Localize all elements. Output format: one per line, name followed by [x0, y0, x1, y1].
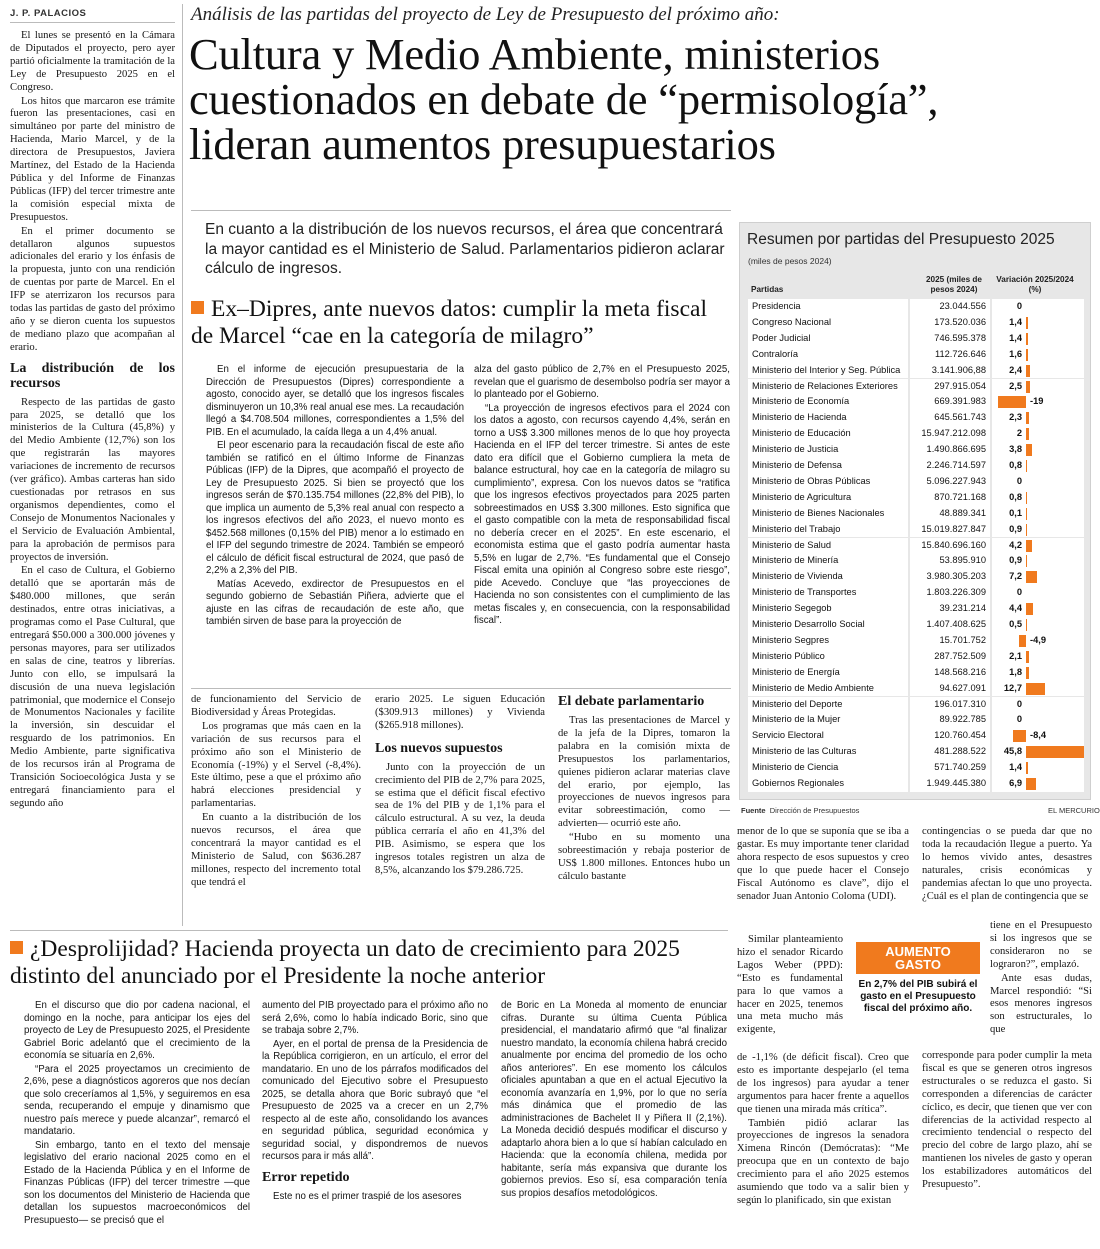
partida-name: Contraloría — [748, 347, 908, 363]
partida-name: Ministerio de Economía — [748, 394, 908, 410]
paragraph: tiene en el Presupuesto si los ingresos que se consideraron no se lograron?”, emplazó. — [990, 920, 1092, 970]
variation-label: 1,6 — [1009, 348, 1022, 359]
partida-amount: 15.019.827.847 — [910, 522, 990, 538]
paragraph: “Hubo en su momento una sobreestimación y rebaja posterior de US$ 1.800 millones. Entonces hubo un cálculo bastante — [558, 832, 730, 882]
variation-label: 0 — [1016, 475, 1022, 486]
variation-bar — [1026, 524, 1027, 536]
deck: En cuanto a la distribución de los nuevos recursos, el área que concentrará la mayor cantidad es el Ministerio de Salud. Parlamentarios pidieron aclarar cálculo de ingresos. — [205, 221, 725, 277]
variation-cell — [992, 728, 1084, 744]
partida-name: Ministerio de Relaciones Exteriores — [748, 379, 908, 395]
subheading: La distribución de los recursos — [10, 360, 175, 391]
paragraph: de Boric en La Moneda al momento de enunciar cifras. Durante su última Cuenta Pública presidencial, el mandatario afirmó que “al finalizar nuestro mandato, la economía chilena habrá crecido anualmente por encima del promedio de los ocho años anteriores”. En ese momento los cálculos oficiales apuntaban a que en el actual Ejecutivo la economía avanzaría en 1,9%, por lo que no sería más dinámica que el promedio de las administraciones de Bachelet II y Piñera II (2,1%). La Moneda decidió después modificar el discurso y adaptarlo ahora bien a lo que sí habían calculado en Hacienda: que la economía chilena, medida por habitante, sería más expansiva que durante los gobiernos previos. Eso sí, esa comparación tenía sus propios desafíos metodológicos. — [501, 1000, 727, 1199]
headline-line: lideran aumentos presupuestarios — [189, 119, 776, 169]
partida-name: Poder Judicial — [748, 331, 908, 347]
partida-amount: 148.568.216 — [910, 665, 990, 681]
paragraph: corresponde para poder cumplir la meta fiscal es que se generen otros ingresos estructurales o se reduzca el gasto. Si corresponden a diferencias de carácter cíclico, es decir, que tienen que ver con diferencias de la actividad respecto al crecimiento tendencial o respecto del precio del cobre de largo plazo, ahí se mantienen los niveles de gasto y operan los estabilizadores automáticos del Presupuesto”. — [922, 1050, 1092, 1191]
variation-label: 2,3 — [1009, 412, 1022, 423]
partida-amount: 1.407.408.625 — [910, 617, 990, 633]
table-row — [748, 760, 1084, 776]
variation-label: -19 — [1030, 396, 1044, 407]
table-row — [748, 474, 1084, 490]
partida-amount: 3.141.906,88 — [910, 363, 990, 379]
paragraph: aumento del PIB proyectado para el próximo año no será 2,6%, como lo había indicado Boric, sino que se trabaja sobre 2,7%. — [262, 1000, 488, 1036]
partida-amount: 48.889.341 — [910, 506, 990, 522]
partida-amount: 669.391.983 — [910, 394, 990, 410]
headline-line: Cultura y Medio Ambiente, ministerios — [189, 29, 880, 79]
paragraph: En el informe de ejecución presupuestaria de la Dirección de Presupuestos (Dipres) correspondiente a agosto, conocido ayer, se detalló que los ingresos fiscales disminuyeron un 10,3% real anual ese mes. La recaudación llegó a $4.708.504 millones, correspondientes a 1,5% del PIB. En el acumulado, la caída llega a un 4,4% anual. — [206, 364, 464, 438]
paragraph: El lunes se presentó en la Cámara de Diputados el proyecto, pero ayer partió oficialmente la tramitación de la Ley de Presupuesto 2025 en el Congreso. — [10, 30, 175, 93]
variation-cell — [992, 633, 1084, 649]
budget-table — [739, 222, 1091, 800]
variation-bar — [1026, 460, 1027, 472]
table-row — [748, 617, 1084, 633]
variation-bar — [1026, 555, 1027, 567]
paragraph: Sin embargo, tanto en el texto del mensaje legislativo del erario nacional 2025 como en el Estado de la Hacienda Pública y en el Informe de Finanzas Públicas (IFP) del tercer trimestre —que son los documentos del Ministerio de Hacienda que detallan los supuestos macroeconómicos del Presupuesto— se precisó que el — [24, 1139, 250, 1226]
partida-name: Ministerio de Bienes Nacionales — [748, 506, 908, 522]
partida-name: Ministerio de Salud — [748, 538, 908, 554]
callout-title: AUMENTO GASTO — [856, 942, 980, 974]
partida-name: Ministerio de las Culturas — [748, 744, 908, 760]
variation-bar — [1026, 683, 1045, 695]
table-row — [748, 315, 1084, 331]
variation-cell — [992, 410, 1084, 426]
orange-square-icon — [191, 301, 204, 314]
table-row — [748, 633, 1084, 649]
table-row — [748, 394, 1084, 410]
variation-cell — [992, 744, 1084, 760]
variation-label: 2 — [1016, 428, 1022, 439]
right-col-b-mid — [990, 920, 1092, 1038]
paragraph: Junto con la proyección de un crecimiento del PIB de 2,7% para 2025, se estima que el déficit fiscal efectivo sea de 1% del PIB y de 1,1% para el cálculo estructural. A su vez, la deuda pública cerraría el año en 41,3% del PIB. Asimismo, se espera que los ingresos totales registren un alza de 8,5%, alcanzando los $79.286.725. — [375, 761, 545, 876]
section-heading: Ex–Dipres, ante nuevos datos: cumplir la meta fiscal de Marcel “cae en la categoría de milagro” — [191, 296, 707, 349]
right-col-a-bottom — [737, 1052, 909, 1209]
variation-bar — [1026, 428, 1029, 440]
partida-name: Ministerio de Transportes — [748, 585, 908, 601]
variation-bar — [1026, 349, 1028, 361]
variation-bar — [1026, 444, 1032, 456]
variation-bar — [1026, 571, 1037, 583]
variation-cell — [992, 681, 1084, 697]
partida-amount: 112.726.646 — [910, 347, 990, 363]
partida-name: Ministerio Público — [748, 649, 908, 665]
variation-bar — [1026, 603, 1033, 615]
variation-cell — [992, 394, 1084, 410]
variation-cell — [992, 458, 1084, 474]
paragraph: Tras las presentaciones de Marcel y de la jefa de la Dipres, tomaron la palabra en la comisión mixta de Presupuestos los parlamentarios, quienes pidieron aclarar materias clave del erario, por ejemplo, las proyecciones de nuevos ingresos para evitar sobreestimación, como —advierten— ocurrió este año. — [558, 715, 730, 830]
section2-col1 — [24, 1000, 250, 1228]
table-row — [748, 697, 1084, 713]
partida-amount: 287.752.509 — [910, 649, 990, 665]
variation-label: -4,9 — [1030, 634, 1047, 645]
paragraph: En el discurso que dio por cadena nacional, el domingo en la noche, para anticipar los ejes del proyecto de Ley de Presupuesto 2025, el Presidente Gabriel Boric adelantó que el crecimiento de la economía se situaría en 2,6%. — [24, 1000, 250, 1061]
variation-label: 12,7 — [1003, 682, 1022, 693]
section2-col3 — [501, 1000, 727, 1201]
partida-name: Servicio Electoral — [748, 728, 908, 744]
variation-bar — [1026, 333, 1028, 345]
partida-name: Ministerio de Obras Públicas — [748, 474, 908, 490]
table-row — [748, 776, 1084, 792]
variation-label: 0,5 — [1009, 619, 1022, 629]
paragraph: de funcionamiento del Servicio de Biodiversidad y Áreas Protegidas. — [191, 694, 361, 718]
partida-amount: 1.490.866.695 — [910, 442, 990, 458]
partida-name: Ministerio de Agricultura — [748, 490, 908, 506]
partida-name: Ministerio de la Mujer — [748, 712, 908, 728]
paragraph: Ante esas dudas, Marcel respondió: “Si esos menores ingresos son estructurales, lo que — [990, 972, 1092, 1036]
partida-name: Ministerio del Trabajo — [748, 522, 908, 538]
partida-amount: 2.246.714.597 — [910, 458, 990, 474]
partida-name: Presidencia — [748, 299, 908, 315]
partida-name: Gobiernos Regionales — [748, 776, 908, 792]
partida-name: Ministerio de Vivienda — [748, 569, 908, 585]
variation-cell — [992, 617, 1084, 633]
variation-bar — [1026, 540, 1032, 552]
table-header-partidas: Partidas — [751, 285, 784, 294]
variation-cell — [992, 522, 1084, 538]
variation-cell — [992, 490, 1084, 506]
variation-bar — [1019, 635, 1026, 647]
variation-label: 6,9 — [1009, 778, 1022, 788]
partida-amount: 94.627.091 — [910, 681, 990, 697]
section1-col1 — [206, 364, 464, 630]
partida-amount: 1.803.226.309 — [910, 585, 990, 601]
paragraph: En cuanto a la distribución de los nuevos recursos, el área que concentrará la mayor cantidad es el Ministerio de Salud, con $636.287 millones, respecto del incremento total que tendrá el — [191, 812, 361, 888]
mid-col-b — [375, 694, 545, 879]
paragraph: alza del gasto público de 2,7% en el Presupuesto 2025, revelan que el guarismo de desembolso podría ser mayor a lo planteado por el Gobierno. — [474, 364, 730, 400]
kicker: Análisis de las partidas del proyecto de Ley de Presupuesto del próximo año: — [191, 4, 780, 25]
variation-label: 4,2 — [1009, 539, 1022, 550]
table-row — [748, 347, 1084, 363]
callout-body: En 2,7% del PIB subirá el gasto en el Presupuesto fiscal del próximo año. — [858, 979, 978, 1014]
paragraph: Ayer, en el portal de prensa de la Presidencia de la República corrigieron, en un artículo, el error del mandatario. En uno de los párrafos modificados del comunicado del Ejecutivo sobre el Presupuesto 2025, se detalla ahora que Boric subrayó que “el Presupuesto de 2025 va a crecer en un 2,7% respecto al de este año, consolidando los avances en seguridad pública, seguridad económica y seguridad social, y dispondremos de nuevos recursos para ir más allá”. — [262, 1038, 488, 1162]
paragraph: de -1,1% (de déficit fiscal). Creo que esto es importante despejarlo (el tema de los ingresos) para ayudar a tener argumentos para hacer frente a aquellos que tienen una mirada más crítica”. — [737, 1052, 909, 1115]
table-row — [748, 363, 1084, 379]
table-row — [748, 426, 1084, 442]
section-heading: ¿Desprolijidad? Hacienda proyecta un dato de crecimiento para 2025 distinto del anunciado por el Presidente la noche anterior — [10, 936, 680, 989]
variation-cell — [992, 474, 1084, 490]
partida-amount: 870.721.168 — [910, 490, 990, 506]
variation-label: 1,4 — [1009, 332, 1022, 343]
paragraph: contingencias o se pueda dar que no toda la recaudación llegue a puerto. Ya lo hemos vivido antes, desastres naturales, crisis económicas y pandemias afectan lo que uno proyecta. ¿Cuál es el plan de contingencia que se — [922, 826, 1092, 902]
variation-cell — [992, 697, 1084, 713]
table-body — [748, 299, 1084, 795]
partida-amount: 571.740.259 — [910, 760, 990, 776]
byline: J. P. PALACIOS — [10, 8, 87, 19]
variation-label: 2,1 — [1009, 650, 1022, 661]
callout-box — [856, 942, 980, 1015]
variation-label: 3,8 — [1009, 444, 1022, 455]
variation-cell — [992, 665, 1084, 681]
variation-label: 0 — [1016, 587, 1022, 598]
variation-cell — [992, 363, 1084, 379]
table-title: Resumen por partidas del Presupuesto 2025 — [747, 231, 1055, 248]
variation-cell — [992, 601, 1084, 617]
variation-cell — [992, 315, 1084, 331]
mid-col-a — [191, 694, 361, 891]
table-row — [748, 410, 1084, 426]
variation-label: 1,4 — [1009, 762, 1022, 773]
headline-line: cuestionados en debate de “permisología”, — [189, 74, 939, 124]
variation-cell — [992, 379, 1084, 395]
partida-amount: 746.595.378 — [910, 331, 990, 347]
variation-cell — [992, 347, 1084, 363]
paragraph: Los hitos que marcaron ese trámite fueron las presentaciones, casi en simultáneo por parte del ministro de Hacienda, Mario Marcel, y de la directora de Presupuestos, Javiera Martínez, del Estado de la Hacienda Pública y del Informe de Finanzas Públicas (IFP) del tercer trimestre ante la comisión especial mixta de Presupuestos. — [10, 95, 175, 223]
partida-amount: 15.840.696.160 — [910, 538, 990, 554]
variation-bar — [1026, 778, 1036, 790]
table-row — [748, 681, 1084, 697]
variation-label: 1,8 — [1009, 666, 1022, 677]
variation-cell — [992, 538, 1084, 554]
partida-amount: 15.947.212.098 — [910, 426, 990, 442]
paragraph: Matías Acevedo, exdirector de Presupuestos en el segundo gobierno de Sebastián Piñera, advierte que el ajuste en las cifras de recaudación de este año, que también sirven de base para la proyección de — [206, 578, 464, 627]
variation-label: 0,9 — [1009, 555, 1022, 566]
partida-amount: 39.231.214 — [910, 601, 990, 617]
table-row — [748, 506, 1084, 522]
table-row — [748, 585, 1084, 601]
table-row — [748, 442, 1084, 458]
partida-name: Ministerio Segpres — [748, 633, 908, 649]
variation-bar — [1026, 746, 1084, 758]
variation-label: 2,5 — [1009, 380, 1022, 391]
partida-name: Ministerio del Interior y Seg. Pública — [748, 363, 908, 379]
variation-label: 2,4 — [1009, 364, 1022, 375]
paragraph: “La proyección de ingresos efectivos para el 2024 con los datos a agosto, con recursos cayendo 4,4%, serán en torno a US$ 3.300 millones menos de lo que hoy proyecta Hacienda en el IFP del tercer trimestre. Si antes de este dato era difícil que el Gobierno cumpliera la meta de balance estructural, hoy cae en la categoría de milagro su cumplimiento”, expresa. Con los nuevos datos se “ratifica que los ingresos efectivos proyectados para 2025 parten sobreestimados en US$ 3.300 millones. Esto significa que el gasto compatible con la meta de responsabilidad fiscal no debería crecer en el 2025”. En este escenario, el economista estima que el gasto podría aumentar hasta 5,5% en lugar de 2,7%. “Es fundamental que el Consejo Fiscal emita una opinión al Congreso sobre este riesgo”, pide Acevedo. Concluye que “las proyecciones de Hacienda no son consistentes con el cumplimiento de las metas fiscales y, en consecuencia, con la responsabilidad fiscal”. — [474, 402, 730, 626]
variation-label: 0 — [1016, 714, 1022, 725]
variation-bar — [1013, 730, 1026, 742]
partida-amount: 89.922.785 — [910, 712, 990, 728]
subheading: Error repetido — [262, 1169, 350, 1185]
variation-label: 0,1 — [1009, 507, 1022, 518]
variation-label: 0,8 — [1009, 491, 1022, 502]
variation-bar — [1026, 619, 1027, 631]
partida-amount: 53.895.910 — [910, 553, 990, 569]
right-col-b-bottom — [922, 1050, 1092, 1193]
table-row — [748, 744, 1084, 760]
paragraph: erario 2025. Le siguen Educación ($309.913 millones) y Vivienda ($265.918 millones). — [375, 694, 545, 731]
variation-cell — [992, 442, 1084, 458]
variation-cell — [992, 712, 1084, 728]
partida-amount: 5.096.227.943 — [910, 474, 990, 490]
table-row — [748, 569, 1084, 585]
variation-cell — [992, 426, 1084, 442]
section2-col2 — [262, 1000, 488, 1204]
paragraph: Este no es el primer traspié de los asesores — [273, 1190, 462, 1202]
variation-cell — [992, 585, 1084, 601]
table-row — [748, 553, 1084, 569]
partida-name: Ministerio de Minería — [748, 553, 908, 569]
variation-label: 0,9 — [1009, 523, 1022, 534]
table-source: Fuente Dirección de Presupuestos — [741, 806, 860, 815]
partida-amount: 15.701.752 — [910, 633, 990, 649]
partida-name: Ministerio de Energía — [748, 665, 908, 681]
table-row — [748, 665, 1084, 681]
variation-bar — [1026, 365, 1030, 377]
table-row — [748, 712, 1084, 728]
variation-cell — [992, 649, 1084, 665]
paragraph: Los programas que más caen en la variación de sus recursos para el próximo año son el Ministerio de Economía (-19%) y el Servel (-8,4%). Este último, pese a que el próximo año habrá elecciones presidencial y parlamentarias. — [191, 720, 361, 810]
partida-name: Ministerio de Justicia — [748, 442, 908, 458]
variation-cell — [992, 331, 1084, 347]
table-row — [748, 379, 1084, 395]
partida-amount: 3.980.305.203 — [910, 569, 990, 585]
right-col-b-top — [922, 826, 1092, 904]
paragraph: menor de lo que se suponía que se iba a gastar. Es muy importante tener claridad ahora respecto de esos supuestos y creo que lo que puede hacer el Consejo Fiscal Autónomo es clave”, dijo el senador Juan Antonio Coloma (UDI). — [737, 826, 909, 902]
partida-amount: 297.915.054 — [910, 379, 990, 395]
variation-label: 7,2 — [1009, 571, 1022, 582]
variation-label: 0,8 — [1009, 460, 1022, 470]
left-column — [10, 30, 175, 812]
partida-amount: 645.561.743 — [910, 410, 990, 426]
table-row — [748, 331, 1084, 347]
partida-name: Congreso Nacional — [748, 315, 908, 331]
paragraph: También pidió aclarar las proyecciones de ingresos la senadora Ximena Rincón (Demócratas): “Me preocupa que en un contexto de bajo crecimiento para el año 2025 estemos asumiendo que todo va a salir bien y según lo planificado, sin que existan — [737, 1117, 909, 1206]
table-row — [748, 458, 1084, 474]
variation-cell — [992, 506, 1084, 522]
table-header-variation: Variación 2025/2024 (%) — [996, 275, 1074, 294]
section1-col2 — [474, 364, 730, 629]
partida-name: Ministerio de Educación — [748, 426, 908, 442]
partida-amount: 481.288.522 — [910, 744, 990, 760]
table-header-amount: 2025 (miles de pesos 2024) — [926, 275, 982, 294]
partida-name: Ministerio Segegob — [748, 601, 908, 617]
variation-bar — [1026, 381, 1030, 393]
partida-name: Ministerio de Medio Ambiente — [748, 681, 908, 697]
paragraph: “Para el 2025 proyectamos un crecimiento de 2,6%, pese a diagnósticos agoreros que nos decían que solo creceríamos al 1,5%, y seguiremos en esa senda, recuperando el empuje y dinamismo que nuestro país merece y puede alcanzar”, remarcó el mandatario. — [24, 1063, 250, 1137]
right-col-a-top — [737, 826, 909, 904]
table-credit: EL MERCURIO — [1048, 806, 1100, 815]
variation-label: 4,4 — [1009, 603, 1022, 614]
table-row — [748, 299, 1084, 315]
table-row — [748, 522, 1084, 538]
paragraph: En el caso de Cultura, el Gobierno detalló que se aportarán más de $480.000 millones, que serán destinados, entre otras iniciativas, a programas como el Pase Cultural, que entregará $50.000 a 300.000 jóvenes y personas mayores, para ser utilizados en salas de cine, teatros y librerías. Junto con ello, se impulsará la discusión de una nueva legislación patrimonial, que modernice el Consejo de Monumentos Nacionales y facilite la inversión, sin descuidar el resguardo de los patrimonios. En Medio Ambiente, parte significativa de los recursos irán al Programa de Transición Socioecológica Justa y se entregará financiamiento para el segundo año — [10, 565, 175, 809]
partida-name: Ministerio de Ciencia — [748, 760, 908, 776]
variation-cell — [992, 760, 1084, 776]
variation-label: 1,4 — [1009, 316, 1022, 327]
paragraph: Similar planteamiento hizo el senador Ricardo Lagos Weber (PPD): “Esto es fundamental para lo que vamos a hacer en 2025, tenemos una meta mucho más exigente, — [737, 934, 843, 1036]
subheading: Los nuevos supuestos — [375, 740, 503, 756]
table-row — [748, 649, 1084, 665]
mid-col-c — [558, 694, 730, 885]
variation-label: 45,8 — [1003, 746, 1022, 757]
table-row — [748, 601, 1084, 617]
variation-label: 0 — [1016, 301, 1022, 311]
paragraph: El peor escenario para la recaudación fiscal de este año también se ratificó en el último Informe de Finanzas Públicas (IFP) de la Dipres, que acompañó el proyecto de Ley de Presupuesto 2025. Si bien se proyectó que los ingresos serán de $70.135.754 millones (22,8% del PIB), lo que implica un aumento de 5,3% real anual con respecto a los ingresos efectivos del año 2023, el nuevo monto es $452.568 millones (0,15% del PIB) menor a lo estimado en el IFP del segundo trimestre de 2024. También se empeoró el cálculo de déficit fiscal estructural de 2024, que pasó de 2,2% a 2,3% del PIB. — [206, 440, 464, 576]
table-row — [748, 728, 1084, 744]
partida-amount: 23.044.556 — [910, 299, 990, 315]
table-row — [748, 538, 1084, 554]
orange-square-icon — [10, 941, 23, 954]
variation-bar — [1026, 651, 1029, 663]
variation-cell — [992, 299, 1084, 315]
variation-label: -8,4 — [1030, 730, 1047, 741]
variation-bar — [1026, 667, 1029, 679]
subheading: El debate parlamentario — [558, 694, 705, 709]
partida-name: Ministerio de Hacienda — [748, 410, 908, 426]
variation-bar — [1026, 412, 1029, 424]
variation-bar — [1026, 317, 1028, 329]
variation-cell — [992, 553, 1084, 569]
variation-cell — [992, 776, 1084, 792]
table-row — [748, 490, 1084, 506]
variation-bar — [998, 396, 1027, 408]
variation-bar — [1026, 762, 1028, 774]
variation-bar — [1026, 492, 1027, 504]
variation-label: 0 — [1016, 698, 1022, 709]
partida-amount: 120.760.454 — [910, 728, 990, 744]
partida-name: Ministerio de Defensa — [748, 458, 908, 474]
headline — [189, 29, 1094, 169]
paragraph: Respecto de las partidas de gasto para 2025, se detalló que los ministerios de la Cultura (45,8%) y del Medio Ambiente (12,7%) son los que registrarán las mayores variaciones de incremento de recursos (ver gráfico). Ambas carteras han sido cuestionadas por retrasos en sus organismos dependientes, como el Consejo de Monumentos Nacionales y el Servicio de Evaluación Ambiental, para la aprobación de permisos para proyectos de inversión. — [10, 396, 175, 563]
right-col-a-mid — [737, 934, 843, 1038]
partida-name: Ministerio del Deporte — [748, 697, 908, 713]
partida-amount: 173.520.036 — [910, 315, 990, 331]
partida-name: Ministerio Desarrollo Social — [748, 617, 908, 633]
paragraph: En el primer documento se detallaron algunos supuestos adicionales del erario y los énfasis de la propuesta, junto con una rendición de cuentas por parte de Marcel. En el IFP se aterrizaron los recursos para todas las partidas de gasto del próximo año y se dieron cuenta los supuestos de mediano plazo que acompañan al erario. — [10, 225, 175, 353]
partida-amount: 196.017.310 — [910, 697, 990, 713]
table-unit: (miles de pesos 2024) — [748, 256, 832, 266]
partida-amount: 1.949.445.380 — [910, 776, 990, 792]
variation-cell — [992, 569, 1084, 585]
